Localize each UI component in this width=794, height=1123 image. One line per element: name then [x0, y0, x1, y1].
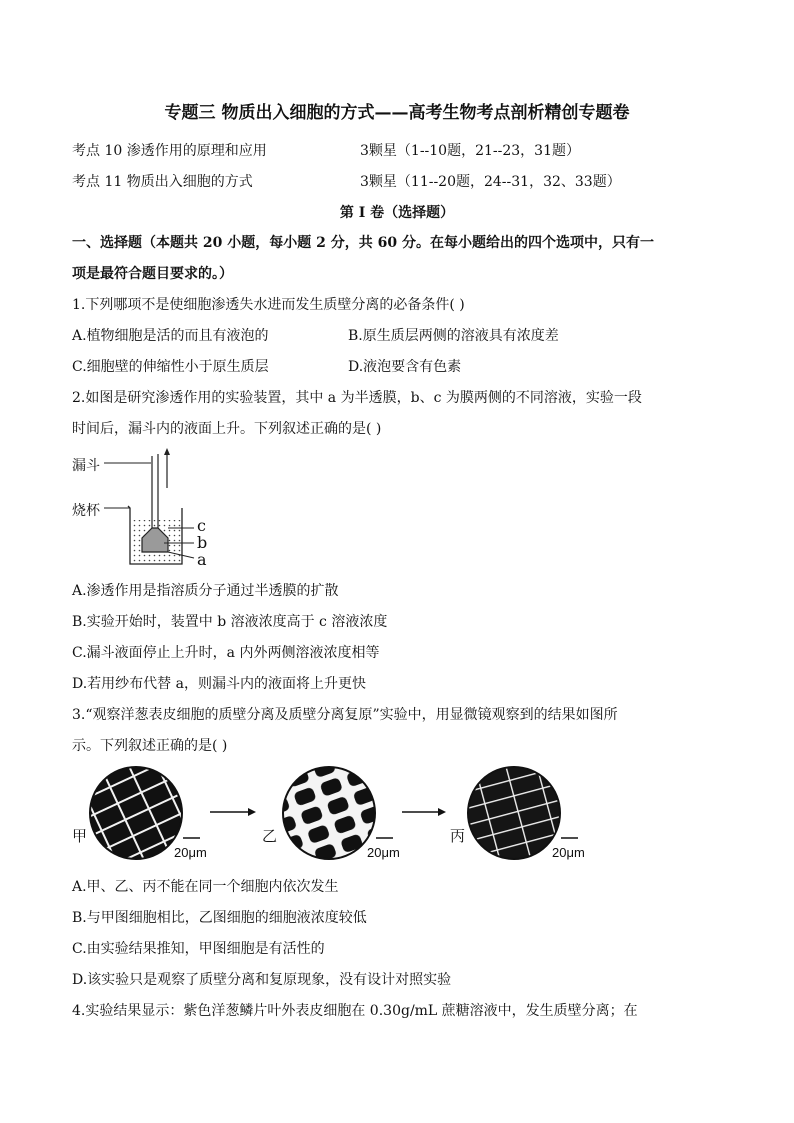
label-b: b	[197, 533, 208, 552]
label-c: c	[197, 516, 206, 535]
scale-bar-label-1: 20μm	[174, 845, 207, 860]
microscope-images	[70, 765, 610, 865]
beaker-label: 烧杯	[72, 503, 100, 519]
scale-bar-label-3: 20μm	[552, 845, 585, 860]
q3-option-a: A.甲、乙、丙不能在同一个细胞内依次发生	[72, 879, 339, 895]
q2-stem-line2: 时间后，漏斗内的液面上升。下列叙述正确的是( )	[72, 421, 382, 437]
q1-option-b: B.原生质层两侧的溶液具有浓度差	[348, 328, 559, 344]
q3-option-c: C.由实验结果推知，甲图细胞是有活性的	[72, 941, 325, 957]
q3-option-b: B.与甲图细胞相比，乙图细胞的细胞液浓度较低	[72, 910, 367, 926]
q4-stem-line1: 4.实验结果显示：紫色洋葱鳞片叶外表皮细胞在 0.30g/mL 蔗糖溶液中，发生质壁分离；在	[72, 1003, 638, 1019]
q3-option-d: D.该实验只是观察了质壁分离和复原现象，没有设计对照实验	[72, 972, 452, 988]
q3-stem-line1: 3.“观察洋葱表皮细胞的质壁分离及质壁分离复原”实验中，用显微镜观察到的结果如图所	[72, 707, 618, 723]
topic-10-name: 考点 10 渗透作用的原理和应用	[72, 143, 267, 159]
q1-stem: 1.下列哪项不是使细胞渗透失水进而发生质壁分离的必备条件( )	[72, 297, 465, 313]
topic-10-stars: 3颗星（1--10题，21--23，31题）	[360, 143, 580, 159]
microscope-images-figure	[70, 765, 610, 865]
label-yi: 乙	[262, 827, 278, 845]
label-a: a	[197, 550, 207, 569]
osmosis-apparatus-figure	[72, 448, 222, 573]
q1-option-c: C.细胞壁的伸缩性小于原生质层	[72, 359, 269, 375]
q1-option-a: A.植物细胞是活的而且有液泡的	[72, 328, 269, 344]
page-title: 专题三 物质出入细胞的方式——高考生物考点剖析精创专题卷	[164, 103, 630, 123]
q1-option-d: D.液泡要含有色素	[348, 359, 462, 375]
q2-option-c: C.漏斗液面停止上升时，a 内外两侧溶液浓度相等	[72, 645, 380, 661]
volume-heading: 第 I 卷（选择题）	[339, 205, 455, 221]
topic-11-name: 考点 11 物质出入细胞的方式	[72, 174, 253, 190]
funnel-label: 漏斗	[72, 458, 100, 474]
section-header-line1: 一、选择题（本题共 20 小题，每小题 2 分，共 60 分。在每小题给出的四个选项中，只有一	[72, 235, 654, 251]
section-header-line2: 项是最符合题目要求的。）	[72, 266, 233, 282]
topic-11-stars: 3颗星（11--20题，24--31，32、33题）	[360, 174, 621, 190]
scale-bar-label-2: 20μm	[367, 845, 400, 860]
q2-option-b: B.实验开始时，装置中 b 溶液浓度高于 c 溶液浓度	[72, 614, 388, 630]
q2-option-a: A.渗透作用是指溶质分子通过半透膜的扩散	[72, 583, 339, 599]
q2-stem-line1: 2.如图是研究渗透作用的实验装置，其中 a 为半透膜，b、c 为膜两侧的不同溶液，实验一段	[72, 390, 642, 406]
q3-stem-line2: 示。下列叙述正确的是( )	[72, 738, 228, 754]
q2-option-d: D.若用纱布代替 a，则漏斗内的液面将上升更快	[72, 676, 366, 692]
label-bing: 丙	[450, 827, 466, 845]
label-jia: 甲	[72, 827, 88, 845]
